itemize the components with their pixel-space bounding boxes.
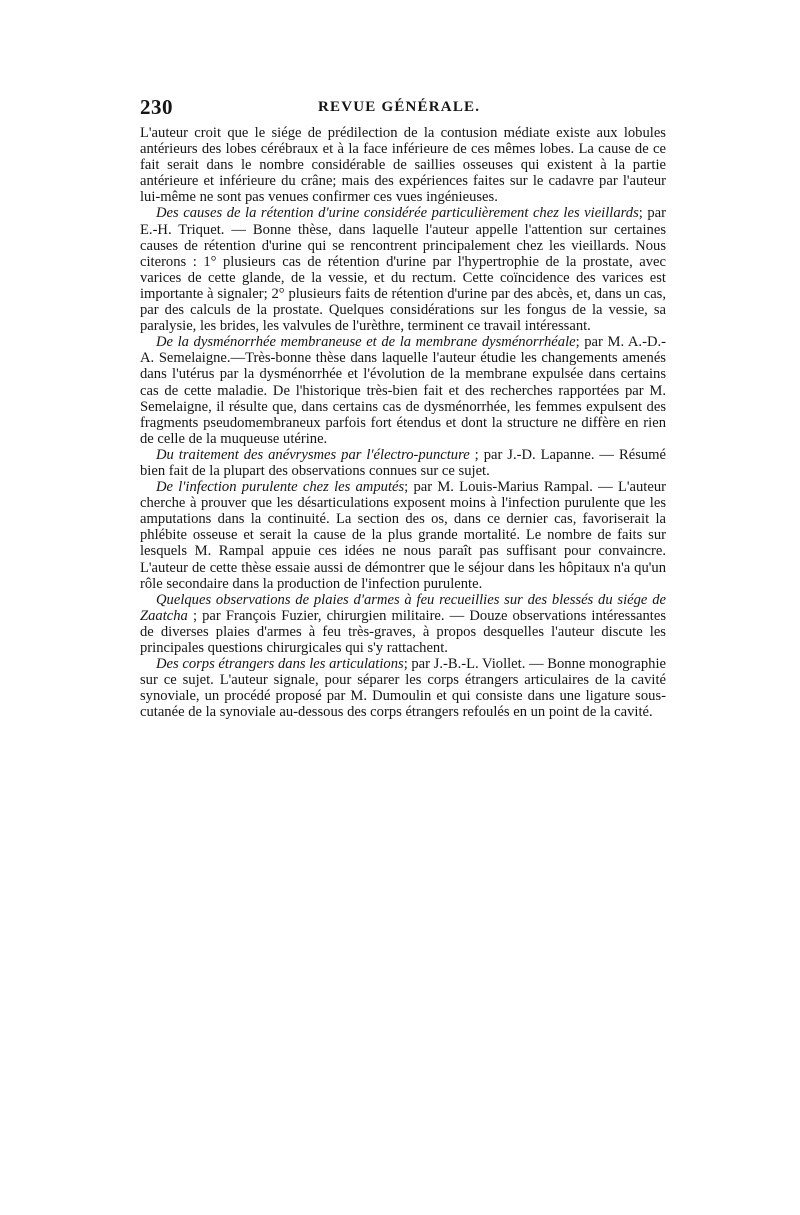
body-text <box>140 125 666 720</box>
paragraph-retention-urine <box>140 205 666 334</box>
thesis-author: ; par E.-H. Triquet. <box>140 205 666 238</box>
paragraph-contusion <box>140 125 666 205</box>
paragraph-corps-etrangers <box>140 656 666 720</box>
paragraph-text: — L'auteur cherche à prouver que les désarticulations exposent moins à l'infection purulente que les amputations dans la continuité. La section des os, dans ce dernier cas, favoriserait la phlébite osseuse et serait la cause de la plus grande mortalité. Le nombre de faits sur lesquels M. Rampal appuie ces idées ne nous paraît pas suffisant pour convaincre. L'auteur de cette thèse essaie aussi de démontrer que le séjour dans les hôpitaux n'a qu'un rôle secondaire dans la production de l'infection purulente. <box>140 479 666 592</box>
thesis-title: Des causes de la rétention d'urine considérée particulièrement chez les vieillards <box>156 205 639 222</box>
paragraph-dysmenorrhee <box>140 334 666 447</box>
paragraph-text: L'auteur croit que le siége de prédilection de la contusion médiate existe aux lobules antérieurs des lobes cérébraux et à la face inférieure de ces mêmes lobes. La cause de ce fait serait dans le nombre considérable de saillies osseuses qui existent à la partie antérieure et inférieure du crâne; mais des expériences faites sur le cadavre par l'auteur lui-même ne sont pas venues confirmer ces vues ingénieuses. <box>140 125 666 206</box>
thesis-author: ; par François Fuzier, chirurgien militaire. <box>187 607 445 624</box>
thesis-title: Des corps étrangers dans les articulations <box>156 656 404 673</box>
thesis-author: ; par J.-D. Lapanne. <box>469 446 595 463</box>
paragraph-text: — Douze observations intéressantes de diverses plaies d'armes à feu très-graves, à propos desquelles l'auteur discute les principales questions chirurgicales qui s'y rattachent. <box>140 607 666 656</box>
thesis-author: ; par M. A.-D.-A. Semelaigne. <box>140 334 666 367</box>
thesis-title: De la dysménorrhée membraneuse et de la membrane dysménorrhéale <box>156 334 576 351</box>
book-page <box>140 95 666 720</box>
thesis-author: ; par J.-B.-L. Viollet. <box>403 656 526 673</box>
page-header <box>140 95 666 125</box>
paragraph-plaies-armes <box>140 592 666 656</box>
paragraph-text: — Bonne monographie sur ce sujet. L'auteur signale, pour séparer les corps étrangers articulaires de la cavité synoviale, un procédé proposé par M. Dumoulin et qui consiste dans une ligature sous-cutanée de la synoviale au-dessous des corps étrangers refoulés en un point de la cavité. <box>140 656 667 721</box>
thesis-title: Quelques observations de plaies d'armes à feu recueillies sur des blessés du siége de Zaatcha <box>140 591 666 624</box>
thesis-title: De l'infection purulente chez les amputés <box>156 479 405 496</box>
running-head: REVUE GÉNÉRALE. <box>318 99 481 115</box>
paragraph-infection-purulente <box>140 479 666 592</box>
paragraph-anevrysmes <box>140 447 666 479</box>
page-number: 230 <box>140 95 173 119</box>
paragraph-text: — Bonne thèse, dans laquelle l'auteur appelle l'attention sur certaines causes de rétention d'urine qui se rencontrent principalement chez les vieillards. Nous citerons : 1° plusieurs cas de rétention d'urine par l'hypertrophie de la prostate, avec varices de cette glande, de la vessie, et du rectum. Cette coïncidence des varices est importante à signaler; 2° plusieurs faits de rétention d'urine par des abcès, et, dans un cas, par des calculs de la prostate. Quelques considérations sur les fongus de la vessie, sa paralysie, les brides, les valvules de l'urèthre, terminent ce travail intéressant. <box>140 221 666 335</box>
paragraph-text: — Résumé bien fait de la plupart des observations connues sur ce sujet. <box>140 446 666 479</box>
thesis-title: Du traitement des anévrysmes par l'électro-puncture <box>156 446 470 463</box>
thesis-author: ; par M. Louis-Marius Rampal. <box>404 479 593 496</box>
paragraph-text: —Très-bonne thèse dans laquelle l'auteur étudie les changements amenés dans l'utérus par la dysménorrhée et l'évolution de la membrane expulsée dans certains cas de cette maladie. De l'historique très-bien fait et des recherches rapportées par M. Semelaigne, il résulte que, dans certains cas de dysménorrhée, les femmes expulsent des fragments pseudomembraneux parfois fort étendus et dont la structure ne diffère en rien de celle de la muqueuse utérine. <box>140 350 666 447</box>
